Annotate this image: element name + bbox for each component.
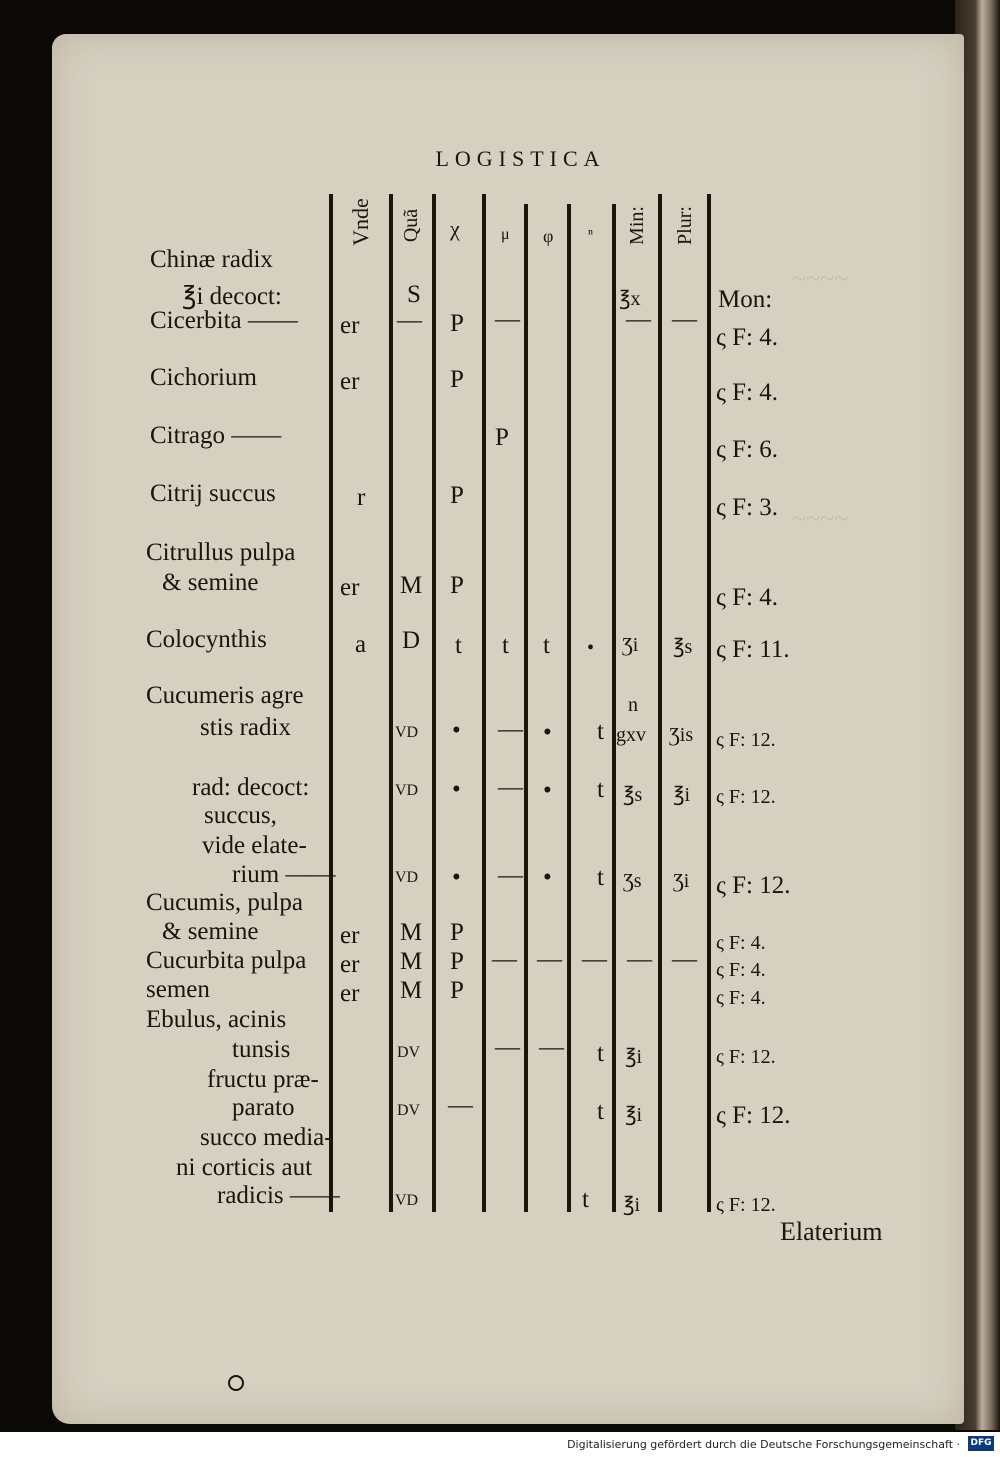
- cell-phi: •: [543, 864, 552, 891]
- column-header-mu: μ: [501, 226, 510, 243]
- cell-gamma: •: [587, 637, 595, 659]
- dfg-logo: DFG: [968, 1436, 994, 1451]
- running-head: LOGISTICA: [435, 146, 606, 171]
- cell-qua: M: [400, 977, 423, 1004]
- column-rule: [612, 204, 616, 1212]
- cell-dose: ς F: 4.: [716, 959, 766, 981]
- cell-dose: ς F: 12.: [716, 872, 791, 899]
- cell-dose: ς F: 4.: [716, 932, 766, 954]
- cell-dose: ς F: 12.: [716, 1046, 776, 1068]
- column-rule: [482, 194, 486, 1212]
- cell-mu: —: [495, 306, 520, 333]
- ink-speck: [228, 1375, 244, 1391]
- cell-qua: M: [400, 919, 423, 946]
- cell-qua: M: [400, 948, 423, 975]
- entry-subline: tunsis: [232, 1036, 291, 1063]
- cell-dose: ς F: 11.: [716, 636, 790, 663]
- cell-plur: Ʒis: [669, 724, 694, 746]
- column-rule: [707, 194, 711, 1212]
- cell-mu: —: [495, 1034, 520, 1061]
- entry-subline: vide elate-: [202, 832, 307, 859]
- cell-dose: ς F: 12.: [716, 786, 776, 808]
- entry-name: semen: [146, 976, 210, 1003]
- cell-gamma: t: [597, 1040, 604, 1067]
- cell-mu: —: [498, 862, 523, 889]
- cell-plur: ℥s: [673, 636, 693, 658]
- cell-plur: ℥i: [673, 784, 691, 806]
- digitization-credit: Digitalisierung gefördert durch die Deutsche Forschungsgemeinschaft ·: [0, 1432, 1000, 1457]
- cell-qua: D: [402, 627, 421, 654]
- column-header-min: Min:: [625, 206, 648, 245]
- entry-name: rad: decoct:: [192, 774, 310, 801]
- cell-min: Ʒi: [622, 634, 639, 656]
- cell-min: Ʒs: [623, 870, 642, 892]
- cell-dose: ς F: 3.: [716, 494, 778, 521]
- cell-chi: •: [452, 776, 461, 803]
- cell-min: gxv: [616, 724, 646, 746]
- cell-unde: r: [357, 484, 366, 511]
- cell-chi: P: [450, 919, 464, 946]
- column-header-plur: Plur:: [673, 206, 696, 245]
- cell-min: ℥s: [623, 784, 643, 806]
- cell-phi: t: [543, 632, 550, 659]
- cell-qua: DV: [397, 1102, 421, 1119]
- column-header-unde: Vnde: [347, 198, 373, 246]
- entry-name: Cucumis, pulpa: [146, 889, 303, 916]
- cell-mu: —: [498, 774, 523, 801]
- book-page: [52, 34, 964, 1424]
- entry-subline: & semine: [162, 569, 259, 596]
- cell-qua: VD: [395, 1192, 419, 1209]
- cell-dose: ς F: 12.: [716, 729, 776, 751]
- cell-qua: VD: [395, 724, 419, 741]
- cell-chi: •: [452, 717, 461, 744]
- column-rule: [329, 194, 333, 1212]
- catchword: Elaterium: [780, 1217, 883, 1246]
- entry-subline: rium ——: [232, 861, 336, 888]
- column-rule: [524, 204, 528, 1212]
- entry-subline: parato: [232, 1094, 295, 1121]
- column-header-qua: Quã: [400, 208, 423, 243]
- cell-mu: —: [498, 716, 523, 743]
- cell-plur: —: [672, 946, 697, 973]
- entry-name: Citrago ——: [150, 422, 282, 449]
- entry-name: Chinæ radix: [150, 246, 273, 273]
- cell-chi: —: [448, 1092, 473, 1119]
- cell-chi: P: [450, 310, 464, 337]
- cell-unde: er: [340, 574, 360, 601]
- cell-min: —: [627, 946, 652, 973]
- cell-unde: a: [355, 631, 367, 658]
- cell-mu: P: [495, 424, 509, 451]
- cell-min: ℥x: [619, 288, 641, 310]
- cell-plur: Ʒi: [673, 870, 690, 892]
- cell-unde: er: [340, 368, 360, 395]
- column-rule: [432, 194, 436, 1212]
- cell-gamma: t: [597, 776, 604, 803]
- cell-gamma: t: [597, 1098, 604, 1125]
- cell-gamma: —: [582, 946, 607, 973]
- cell-min: ℥i: [625, 1104, 643, 1126]
- entry-subline: ni corticis aut: [176, 1154, 313, 1181]
- cell-chi: t: [455, 632, 462, 659]
- entry-name: fructu præ-: [207, 1066, 319, 1093]
- cell-phi: —: [539, 1034, 564, 1061]
- show-through-text: ~~~~: [792, 264, 849, 293]
- entry-name: succus,: [204, 802, 277, 829]
- cell-unde: er: [340, 951, 360, 978]
- entry-name: Cichorium: [150, 364, 257, 391]
- cell-chi: P: [450, 572, 464, 599]
- entry-name: Colocynthis: [146, 626, 267, 653]
- cell-phi: •: [543, 719, 552, 746]
- cell-gamma: t: [582, 1186, 589, 1213]
- cell-dose: ς F: 4.: [716, 324, 778, 351]
- entry-subline: stis radix: [200, 714, 291, 741]
- cell-chi: P: [450, 482, 464, 509]
- cell-chi: P: [450, 948, 464, 975]
- entry-subline: & semine: [162, 918, 259, 945]
- entry-name: Ebulus, acinis: [146, 1006, 287, 1033]
- entry-name: Cucumeris agre: [146, 682, 304, 709]
- cell-gamma: t: [597, 718, 604, 745]
- column-rule: [658, 194, 662, 1212]
- cell-dose: ς F: 4.: [716, 379, 778, 406]
- cell-min: ℥i: [625, 1046, 643, 1068]
- cell-dose: ς F: 4.: [716, 987, 766, 1009]
- cell-dose: ς F: 6.: [716, 436, 778, 463]
- column-header-chi: χ: [450, 216, 460, 241]
- entry-name: Cicerbita ——: [150, 307, 298, 334]
- column-header-phi: φ: [543, 226, 554, 246]
- cell-mu: —: [492, 946, 517, 973]
- entry-name: succo media-: [200, 1124, 333, 1151]
- column-rule: [567, 204, 571, 1212]
- cell-mu: t: [502, 632, 509, 659]
- cell-qua: M: [400, 572, 423, 599]
- cell-dose: ς F: 4.: [716, 584, 778, 611]
- entry-name: Citrij succus: [150, 480, 276, 507]
- cell-chi: •: [452, 864, 461, 891]
- cell-dose: ς F: 12.: [716, 1194, 776, 1216]
- entry-name: Citrullus pulpa: [146, 539, 296, 566]
- cell-dose: Mon:: [718, 286, 773, 313]
- cell-qua: VD: [395, 782, 419, 799]
- cell-plur: —: [672, 306, 697, 333]
- cell-phi: •: [543, 777, 552, 804]
- column-header-gamma: ⁿ: [588, 226, 594, 243]
- cell-phi: —: [537, 946, 562, 973]
- cell-min: ℥i: [623, 1194, 641, 1216]
- cell-qua: VD: [395, 869, 419, 886]
- cell-unde: er: [340, 312, 360, 339]
- cell-gamma: t: [597, 864, 604, 891]
- cell-unde: er: [340, 980, 360, 1007]
- cell-qua: DV: [397, 1044, 421, 1061]
- cell-qua: S: [407, 281, 421, 308]
- cell-min: —: [626, 306, 651, 333]
- entry-subline: radicis ——: [217, 1182, 340, 1209]
- entry-name: Cucurbita pulpa: [146, 947, 307, 974]
- cell-min-superscript: n: [628, 694, 638, 716]
- show-through-text: ~~~~: [792, 504, 849, 533]
- cell-chi: P: [450, 366, 464, 393]
- cell-unde: er: [340, 922, 360, 949]
- column-rule: [389, 194, 393, 1212]
- cell-qua: —: [397, 307, 422, 334]
- cell-dose: ς F: 12.: [716, 1102, 791, 1129]
- entry-subline: ℥i decoct:: [182, 283, 282, 310]
- cell-chi: P: [450, 977, 464, 1004]
